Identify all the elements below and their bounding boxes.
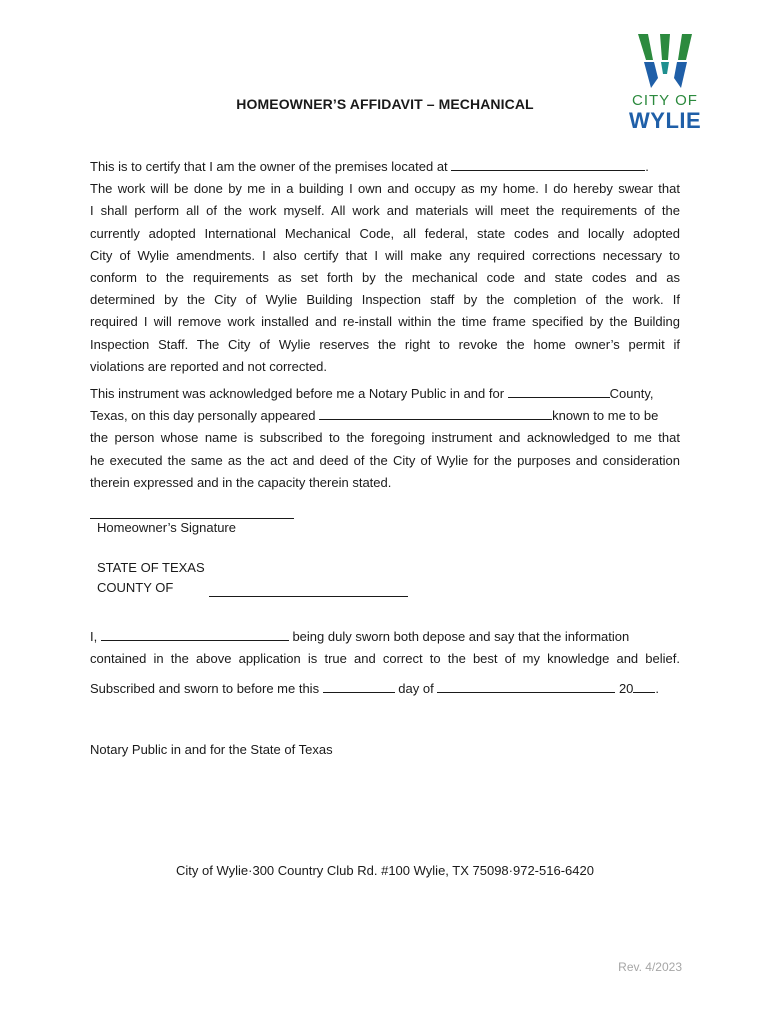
county-label: COUNTY OF xyxy=(97,580,174,595)
p1-line-1: This is to certify that I am the owner of the premises located at . xyxy=(90,159,649,174)
oath-paragraph xyxy=(90,626,680,670)
p1-line-4: currently adopted International Mechanical Code, all federal, state codes and locally adopted xyxy=(90,225,680,241)
p2-line-2: Texas, on this day personally appeared known to me to be xyxy=(90,408,659,424)
p1-line-9: Inspection Staff. The City of Wylie reserves the right to revoke the home owner’s permit if xyxy=(90,336,680,352)
p1-line-5: City of Wylie amendments. I also certify that I will make any required corrections necessary to xyxy=(90,247,680,263)
p1-line-7: determined by the City of Wylie Building Inspection staff by the completion of the work. If xyxy=(90,292,680,308)
month-blank[interactable] xyxy=(437,680,615,693)
footer-address: City of Wylie·300 Country Club Rd. #100 Wylie, TX 75098·972-516-6420 xyxy=(176,863,594,878)
p2-line-5: therein expressed and in the capacity therein stated. xyxy=(90,474,392,490)
oath-line-1: I, being duly sworn both depose and say that the information xyxy=(90,629,630,644)
day-blank[interactable] xyxy=(323,680,395,693)
p2-line-4: he executed the same as the act and deed of the City of Wylie for the purposes and consideration xyxy=(90,452,680,468)
certification-paragraph xyxy=(90,156,680,378)
venue-block xyxy=(97,558,205,598)
oath-line-2: contained in the above application is true and correct to the best of my knowledge and belief. xyxy=(90,651,680,667)
wylie-w-mark-icon xyxy=(624,30,710,92)
county-blank[interactable] xyxy=(209,596,408,597)
homeowner-signature-line[interactable] xyxy=(90,518,294,519)
page-title: HOMEOWNER’S AFFIDAVIT – MECHANICAL xyxy=(236,96,534,112)
p1-line-10: violations are reported and not corrected. xyxy=(90,358,328,374)
year-blank[interactable] xyxy=(633,680,655,693)
logo-wylie-text: WYLIE xyxy=(629,108,702,133)
homeowner-signature-label: Homeowner’s Signature xyxy=(97,520,236,535)
revision-label: Rev. 4/2023 xyxy=(618,960,682,974)
p2-line-3: the person whose name is subscribed to the foregoing instrument and acknowledged to me that xyxy=(90,430,680,446)
premises-address-blank[interactable] xyxy=(451,158,645,171)
city-of-wylie-logo xyxy=(624,30,710,134)
p1-line-3: I shall perform all of the work myself. All work and materials will meet the requirements of the xyxy=(90,203,680,219)
p2-line-1: This instrument was acknowledged before me a Notary Public in and for County, xyxy=(90,386,654,401)
affiant-name-blank[interactable] xyxy=(101,628,289,641)
p1-line-2: The work will be done by me in a building I own and occupy as my home. I do hereby swear that xyxy=(90,181,680,197)
appeared-person-blank[interactable] xyxy=(319,407,552,420)
notary-acknowledgement-paragraph xyxy=(90,383,680,494)
p1-line-8: required I will remove work installed and re-install within the time frame specified by the Building xyxy=(90,314,680,330)
notary-public-label: Notary Public in and for the State of Texas xyxy=(90,742,333,757)
county-name-blank[interactable] xyxy=(508,385,610,398)
subscribed-line: Subscribed and sworn to before me this day of 20 . xyxy=(90,681,660,696)
state-label: STATE OF TEXAS xyxy=(97,560,205,575)
p1-line-6: conform to the requirements as set forth by the mechanical code and state codes and as xyxy=(90,270,680,286)
logo-city-of-text: CITY OF xyxy=(632,92,698,109)
